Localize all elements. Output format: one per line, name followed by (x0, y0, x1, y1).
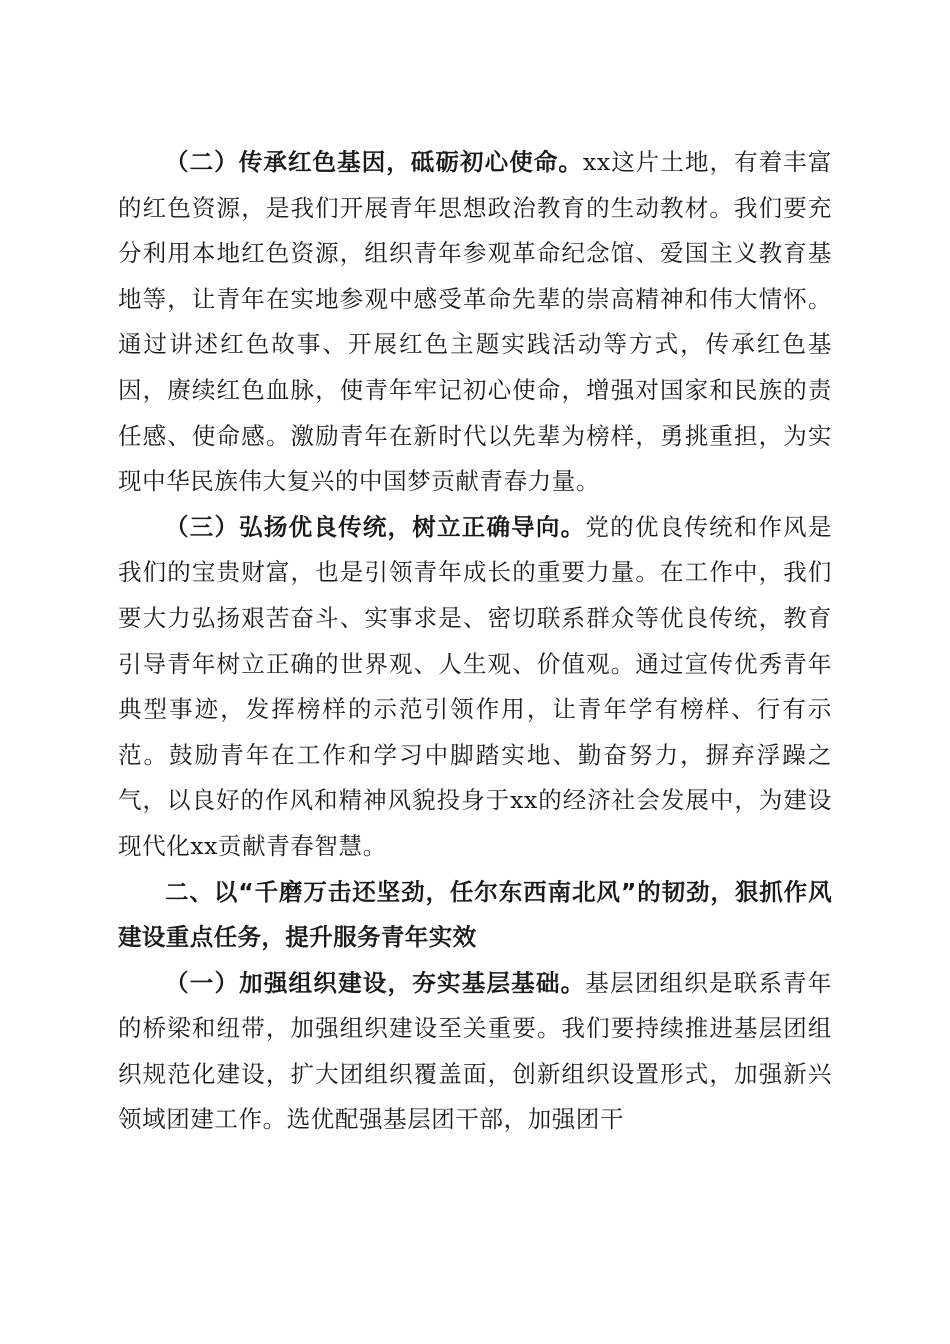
section-heading: 二、以“千磨万击还坚劲，任尔东西南北风”的韧劲，狠抓作风建设重点任务，提升服务青年实效 (118, 877, 832, 952)
paragraph-body: xx这片土地，有着丰富的红色资源，是我们开展青年思想政治教育的生动教材。我们要充分利用本地红色资源，组织青年参观革命纪念馆、爱国主义教育基地等，让青年在实地参观中感受革命先辈的崇高精神和伟大情怀。通过讲述红色故事、开展红色主题实践活动等方式，传承红色基因，赓续红色血脉，使青年牢记初心使命，增强对国家和民族的责任感、使命感。激励青年在新时代以先辈为榜样，勇挑重担，为实现中华民族伟大复兴的中国梦贡献青春力量。 (118, 148, 832, 496)
paragraph-lead: （二）传承红色基因，砥砺初心使命。 (165, 148, 583, 176)
paragraph-body: 基层团组织是联系青年的桥梁和纽带，加强组织建设至关重要。我们要持续推进基层团组织规范化建设，扩大团组织覆盖面，创新组织设置形式，加强新兴领域团建工作。选优配强基层团干部，加强团干 (118, 968, 833, 1134)
paragraph-red-gene (118, 140, 832, 505)
paragraph-organization (118, 961, 832, 1143)
paragraph-lead: （三）弘扬优良传统，树立正确导向。 (165, 512, 586, 541)
paragraph-fine-tradition (118, 505, 832, 870)
document-page (118, 140, 832, 1143)
paragraph-lead: （一）加强组织建设，夯实基层基础。 (165, 968, 586, 997)
paragraph-body: 党的优良传统和作风是我们的宝贵财富，也是引领青年成长的重要力量。在工作中，我们要大力弘扬艰苦奋斗、实事求是、密切联系群众等优良传统，教育引导青年树立正确的世界观、人生观、价值观。通过宣传优秀青年典型事迹，发挥榜样的示范引领作用，让青年学有榜样、行有示范。鼓励青年在工作和学习中脚踏实地、勤奋努力，摒弃浮躁之气，以良好的作风和精神风貌投身于xx的经济社会发展中，为建设现代化xx贡献青春智慧。 (118, 512, 833, 860)
